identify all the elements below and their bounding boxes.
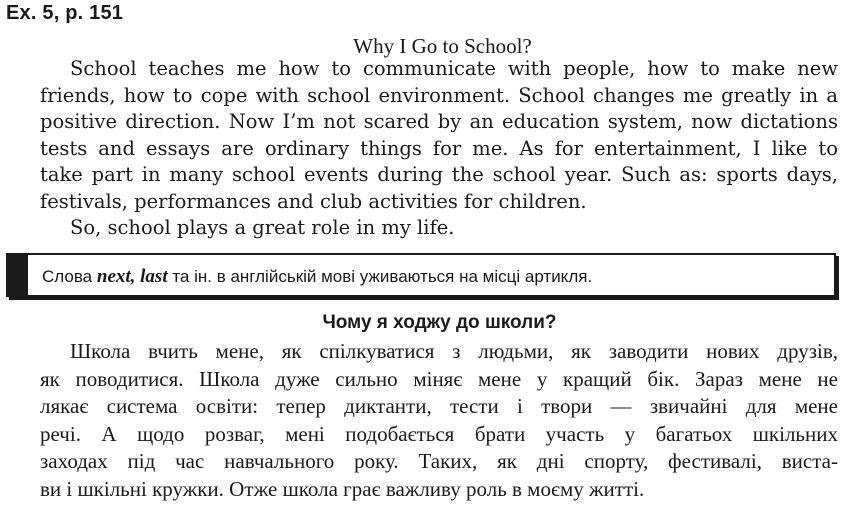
rule-marker-icon — [6, 253, 28, 297]
ukrainian-line: Школа вчить мене, як спілкуватися з людьми, як заводити нових друзів, — [70, 339, 838, 363]
grammar-rule-box — [6, 253, 836, 297]
ukrainian-line: як поводитися. Школа дуже сильно міняє мене у кращий бік. Зараз мене не — [40, 366, 838, 391]
ukrainian-line: ви і шкільні кружки. Отже школа грає важливу роль в моєму житті. — [40, 476, 645, 501]
ukrainian-paragraph — [40, 338, 838, 503]
ukrainian-line: лякає система освіти: тепер диктанти, тести і твори — звичайні для мене — [40, 394, 838, 418]
english-line: School teaches me how to communicate with people, how to make new — [70, 57, 838, 80]
rule-keywords: next, last — [96, 266, 168, 287]
english-line: take part in many school events during the school year. Such as: sports days, — [40, 163, 838, 186]
ukrainian-line: речі. А щодо розваг, мені подобається брати участь у багатьох шкільних — [40, 421, 838, 446]
english-line: positive direction. Now I’m not scared by an education system, now dictations — [40, 110, 838, 133]
grammar-rule-text — [42, 266, 592, 288]
english-closing-line: So, school plays a great role in my life. — [70, 216, 455, 239]
ukrainian-line: заходах під час навчального року. Таких, як дні спорту, фестивалі, виста- — [40, 449, 838, 473]
english-line: tests and essays are ordinary things for me. As for entertainment, I like to — [40, 136, 838, 160]
exercise-header: Ex. 5, p. 151 — [6, 2, 124, 24]
english-title: Why I Go to School? — [353, 34, 532, 58]
rule-prefix: Слова — [42, 267, 97, 286]
ukrainian-title: Чому я ходжу до школи? — [322, 312, 557, 333]
english-line: friends, how to cope with school environment. School changes me greatly in a — [40, 83, 838, 107]
english-line: festivals, performances and club activities for children. — [40, 189, 587, 213]
rule-suffix: та ін. в англійській мові уживаються на місці артикля. — [167, 267, 593, 286]
english-paragraph — [40, 56, 838, 215]
